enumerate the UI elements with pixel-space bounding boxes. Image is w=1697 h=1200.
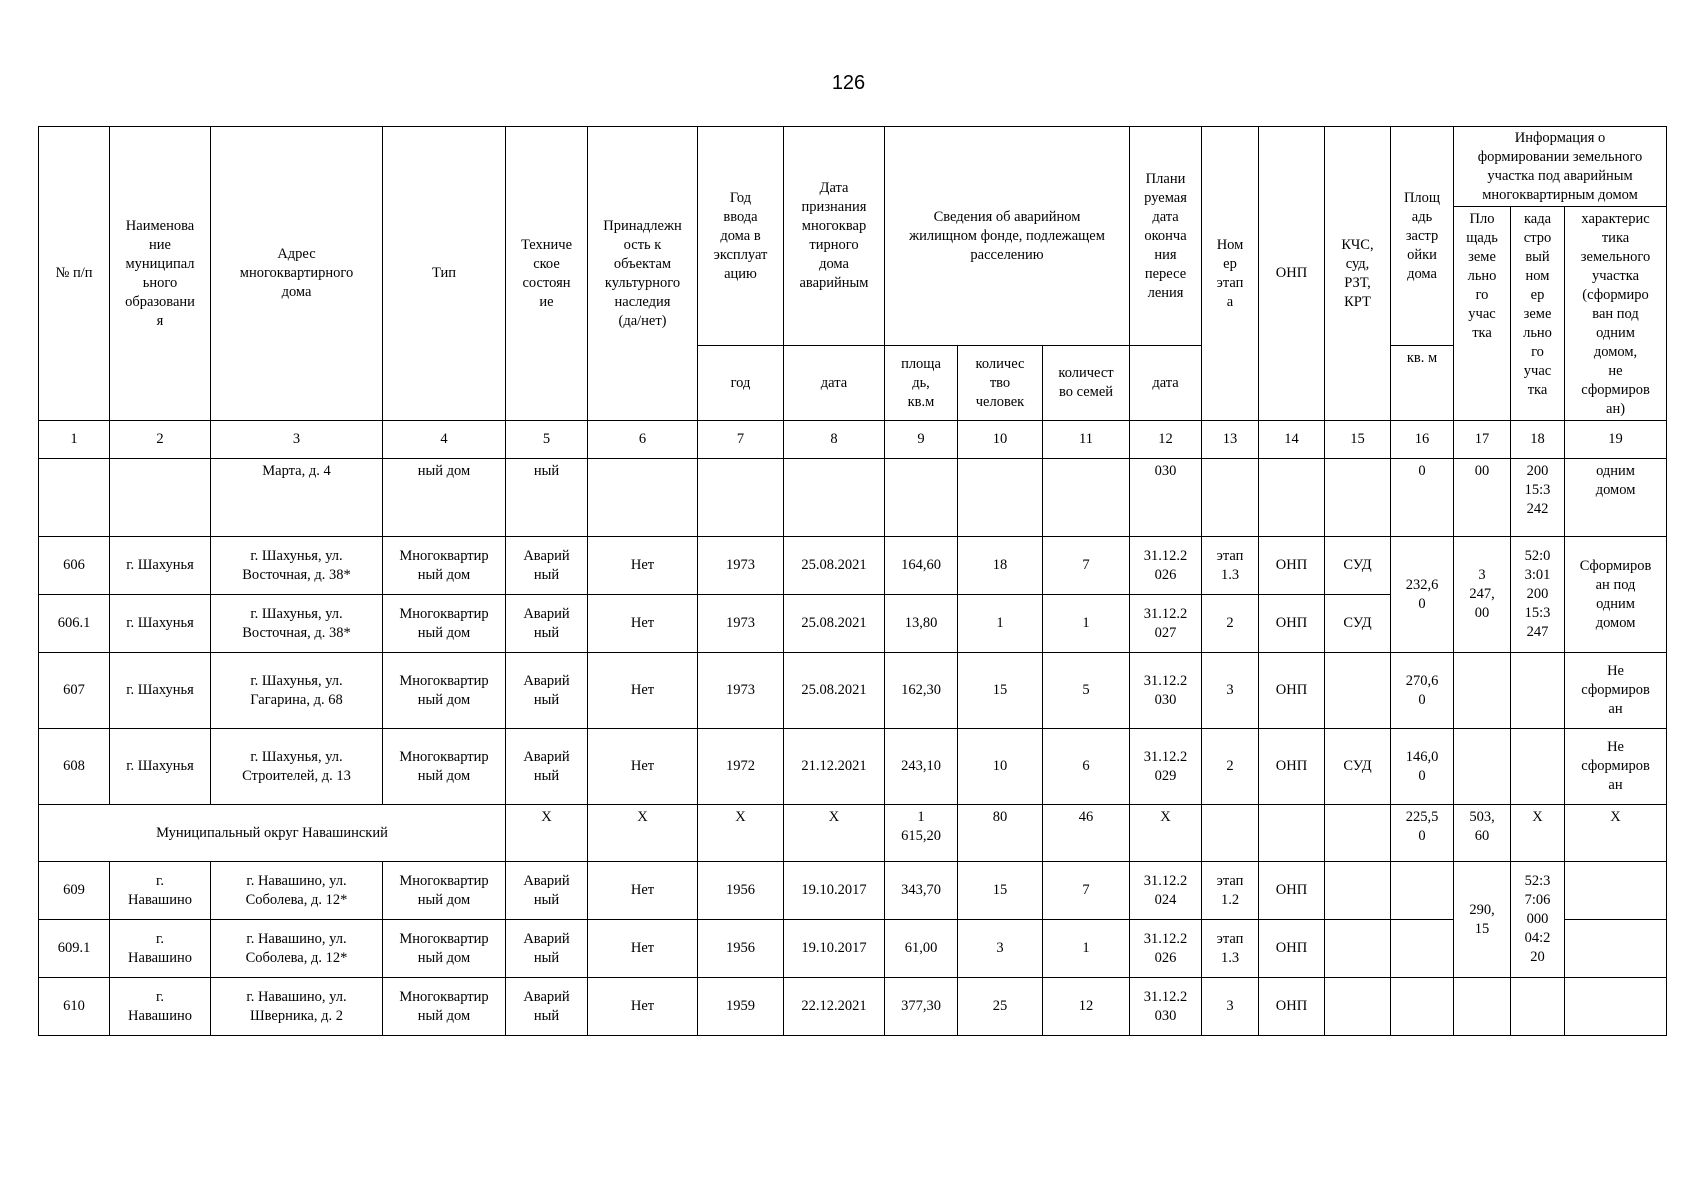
cell-cadastral: 200 15:3 242 (1511, 459, 1565, 537)
cell-cadastral: 52:0 3:01 200 15:3 247 (1511, 537, 1565, 653)
cell-kchs (1325, 920, 1391, 978)
cell-address: Марта, д. 4 (211, 459, 383, 537)
cell-empty (110, 459, 211, 537)
cell-building-area: 0 (1391, 459, 1454, 537)
cell-characteristic: Не сформиров ан (1565, 653, 1667, 729)
cell-empty (1259, 805, 1325, 862)
cell-municipality: г. Шахунья (110, 537, 211, 595)
cell-building-area (1391, 862, 1454, 920)
unit-people: количес тво человек (958, 346, 1043, 421)
cell-empty (958, 459, 1043, 537)
cell-year: 1973 (698, 595, 784, 653)
column-number: 3 (211, 421, 383, 459)
header-land-info: Информация о формировании земельного участка под аварийным многоквартирным домом (1454, 127, 1667, 207)
cell-state: Аварий ный (506, 729, 588, 805)
cell-date: 22.12.2021 (784, 978, 885, 1036)
cell-municipality: г. Навашино (110, 978, 211, 1036)
unit-date: дата (784, 346, 885, 421)
cell-state: Аварий ный (506, 920, 588, 978)
subtotal-end-date: X (1130, 805, 1202, 862)
unit-end-date: дата (1130, 346, 1202, 421)
subtotal-row (39, 805, 1667, 862)
page-number: 126 (831, 72, 866, 94)
cell-state: Аварий ный (506, 653, 588, 729)
cell-address: г. Навашино, ул. Соболева, д. 12* (211, 920, 383, 978)
column-number: 9 (885, 421, 958, 459)
cell-date: 19.10.2017 (784, 920, 885, 978)
cell-address: г. Шахунья, ул. Гагарина, д. 68 (211, 653, 383, 729)
cell-num: 606.1 (39, 595, 110, 653)
cell-area: 61,00 (885, 920, 958, 978)
header-type: Тип (383, 127, 506, 421)
cell-empty (698, 459, 784, 537)
column-number: 14 (1259, 421, 1325, 459)
cell-state: Аварий ный (506, 537, 588, 595)
subtotal-characteristic: X (1565, 805, 1667, 862)
cell-people: 18 (958, 537, 1043, 595)
cell-num: 609 (39, 862, 110, 920)
cell-year: 1972 (698, 729, 784, 805)
cell-heritage: Нет (588, 653, 698, 729)
cell-people: 25 (958, 978, 1043, 1036)
cell-building-area: 146,0 0 (1391, 729, 1454, 805)
cell-area: 162,30 (885, 653, 958, 729)
cell-building-area (1391, 978, 1454, 1036)
header-address: Адрес многоквартирного дома (211, 127, 383, 421)
cell-characteristic: Сформиров ан под одним домом (1565, 537, 1667, 653)
cell-families: 6 (1043, 729, 1130, 805)
cell-date: 25.08.2021 (784, 653, 885, 729)
cell-type: Многоквартир ный дом (383, 653, 506, 729)
header-cadastral: када стро вый ном ер земе льно го учас тка (1511, 207, 1565, 421)
cell-land-area: 290, 15 (1454, 862, 1511, 978)
header-building-area: Площ адь застр ойки дома (1391, 127, 1454, 346)
cell-num: 610 (39, 978, 110, 1036)
cell-state: Аварий ный (506, 595, 588, 653)
cell-empty (1325, 805, 1391, 862)
cell-type: Многоквартир ный дом (383, 978, 506, 1036)
cell-address: г. Шахунья, ул. Строителей, д. 13 (211, 729, 383, 805)
cell-municipality: г. Шахунья (110, 595, 211, 653)
cell-cadastral (1511, 653, 1565, 729)
cell-area: 13,80 (885, 595, 958, 653)
cell-cadastral: 52:3 7:06 000 04:2 20 (1511, 862, 1565, 978)
column-number: 5 (506, 421, 588, 459)
cell-cadastral (1511, 978, 1565, 1036)
subtotal-label: Муниципальный округ Навашинский (39, 805, 506, 862)
cell-kchs: СУД (1325, 595, 1391, 653)
header-land-area: Пло щадь земе льно го учас тка (1454, 207, 1511, 421)
cell-building-area: 232,6 0 (1391, 537, 1454, 653)
cell-heritage: Нет (588, 862, 698, 920)
cell-municipality: г. Навашино (110, 920, 211, 978)
cell-type: Многоквартир ный дом (383, 729, 506, 805)
table-row (39, 978, 1667, 1036)
table-row (39, 537, 1667, 595)
cell-empty (1202, 805, 1259, 862)
cell-building-area: 270,6 0 (1391, 653, 1454, 729)
subtotal-state: X (506, 805, 588, 862)
table-row (39, 653, 1667, 729)
unit-families: количест во семей (1043, 346, 1130, 421)
header-state: Техниче ское состоян ие (506, 127, 588, 421)
cell-families: 1 (1043, 920, 1130, 978)
cell-characteristic (1565, 978, 1667, 1036)
cell-people: 1 (958, 595, 1043, 653)
column-number: 18 (1511, 421, 1565, 459)
cell-kchs (1325, 978, 1391, 1036)
cell-onp: ОНП (1259, 653, 1325, 729)
cell-people: 15 (958, 653, 1043, 729)
header-heritage: Принадлежн ость к объектам культурного наследия (да/нет) (588, 127, 698, 421)
column-number: 7 (698, 421, 784, 459)
cell-end-date: 31.12.2 024 (1130, 862, 1202, 920)
cell-land-area: 3 247, 00 (1454, 537, 1511, 653)
cell-kchs: СУД (1325, 729, 1391, 805)
cell-families: 1 (1043, 595, 1130, 653)
cell-area: 164,60 (885, 537, 958, 595)
cell-type: Многоквартир ный дом (383, 537, 506, 595)
header-stage: Ном ер этап а (1202, 127, 1259, 421)
cell-people: 10 (958, 729, 1043, 805)
emergency-housing-table (38, 126, 1667, 1036)
subtotal-land-area: 503, 60 (1454, 805, 1511, 862)
subtotal-building-area: 225,5 0 (1391, 805, 1454, 862)
cell-date: 21.12.2021 (784, 729, 885, 805)
header-onp: ОНП (1259, 127, 1325, 421)
cell-heritage: Нет (588, 729, 698, 805)
cell-people: 15 (958, 862, 1043, 920)
column-number: 13 (1202, 421, 1259, 459)
subtotal-area: 1 615,20 (885, 805, 958, 862)
cell-num: 607 (39, 653, 110, 729)
column-numbers-row (39, 421, 1667, 459)
column-number: 15 (1325, 421, 1391, 459)
header-emergency-info: Сведения об аварийном жилищном фонде, подлежащем расселению (885, 127, 1130, 346)
cell-end-date: 31.12.2 030 (1130, 978, 1202, 1036)
cell-onp: ОНП (1259, 537, 1325, 595)
column-number: 2 (110, 421, 211, 459)
cell-num: 609.1 (39, 920, 110, 978)
subtotal-heritage: X (588, 805, 698, 862)
cell-end-date: 31.12.2 030 (1130, 653, 1202, 729)
cell-num: 608 (39, 729, 110, 805)
column-number: 6 (588, 421, 698, 459)
cell-end-date: 030 (1130, 459, 1202, 537)
cell-area: 343,70 (885, 862, 958, 920)
cell-cadastral (1511, 729, 1565, 805)
cell-empty (1043, 459, 1130, 537)
cell-address: г. Шахунья, ул. Восточная, д. 38* (211, 595, 383, 653)
header-recognition-date: Дата признания многоквар тирного дома аварийным (784, 127, 885, 346)
cell-families: 12 (1043, 978, 1130, 1036)
header-kchs: КЧС, суд, РЗТ, КРТ (1325, 127, 1391, 421)
cell-empty (39, 459, 110, 537)
cell-empty (1325, 459, 1391, 537)
cell-year: 1973 (698, 537, 784, 595)
cell-characteristic (1565, 862, 1667, 920)
header-num: № п/п (39, 127, 110, 421)
cell-state: Аварий ный (506, 978, 588, 1036)
cell-empty (588, 459, 698, 537)
cell-onp: ОНП (1259, 862, 1325, 920)
cell-year: 1959 (698, 978, 784, 1036)
cell-stage: этап 1.3 (1202, 920, 1259, 978)
cell-year: 1973 (698, 653, 784, 729)
cell-address: г. Шахунья, ул. Восточная, д. 38* (211, 537, 383, 595)
cell-characteristic (1565, 920, 1667, 978)
subtotal-cadastral: X (1511, 805, 1565, 862)
cell-stage: этап 1.3 (1202, 537, 1259, 595)
cell-date: 25.08.2021 (784, 537, 885, 595)
cell-empty (1202, 459, 1259, 537)
column-number: 16 (1391, 421, 1454, 459)
cell-onp: ОНП (1259, 595, 1325, 653)
subtotal-families: 46 (1043, 805, 1130, 862)
cell-date: 25.08.2021 (784, 595, 885, 653)
header-land-characteristic: характерис тика земельного участка (сформиро ван под одним домом, не сформиров ан) (1565, 207, 1667, 421)
cell-address: г. Навашино, ул. Соболева, д. 12* (211, 862, 383, 920)
subtotal-year: X (698, 805, 784, 862)
table-row (39, 729, 1667, 805)
cell-area: 243,10 (885, 729, 958, 805)
cell-state: Аварий ный (506, 862, 588, 920)
cell-address: г. Навашино, ул. Шверника, д. 2 (211, 978, 383, 1036)
cell-building-area (1391, 920, 1454, 978)
column-number: 10 (958, 421, 1043, 459)
cell-onp: ОНП (1259, 920, 1325, 978)
cell-type: ный дом (383, 459, 506, 537)
cell-end-date: 31.12.2 027 (1130, 595, 1202, 653)
subtotal-people: 80 (958, 805, 1043, 862)
table-row (39, 862, 1667, 920)
cell-municipality: г. Шахунья (110, 729, 211, 805)
cell-land-area (1454, 729, 1511, 805)
unit-building-area: кв. м (1391, 346, 1454, 421)
cell-families: 7 (1043, 537, 1130, 595)
header-municipality: Наименова ние муниципал ьного образовани я (110, 127, 211, 421)
cell-characteristic: Не сформиров ан (1565, 729, 1667, 805)
cell-date: 19.10.2017 (784, 862, 885, 920)
column-number: 1 (39, 421, 110, 459)
cell-heritage: Нет (588, 537, 698, 595)
cell-municipality: г. Навашино (110, 862, 211, 920)
cell-empty (784, 459, 885, 537)
cell-empty (1259, 459, 1325, 537)
cell-municipality: г. Шахунья (110, 653, 211, 729)
table-row (39, 920, 1667, 978)
column-number: 17 (1454, 421, 1511, 459)
cell-land-area (1454, 653, 1511, 729)
cell-end-date: 31.12.2 026 (1130, 920, 1202, 978)
cell-area: 377,30 (885, 978, 958, 1036)
cell-stage: 3 (1202, 653, 1259, 729)
cell-stage: 2 (1202, 595, 1259, 653)
header-row (39, 127, 1667, 207)
header-year: Год ввода дома в эксплуат ацию (698, 127, 784, 346)
cell-kchs: СУД (1325, 537, 1391, 595)
cell-state: ный (506, 459, 588, 537)
unit-area: площа дь, кв.м (885, 346, 958, 421)
column-number: 11 (1043, 421, 1130, 459)
cell-heritage: Нет (588, 978, 698, 1036)
column-number: 8 (784, 421, 885, 459)
cell-heritage: Нет (588, 920, 698, 978)
column-number: 4 (383, 421, 506, 459)
cell-kchs (1325, 653, 1391, 729)
cell-people: 3 (958, 920, 1043, 978)
table-row (39, 459, 1667, 537)
cell-onp: ОНП (1259, 729, 1325, 805)
cell-land-area (1454, 978, 1511, 1036)
cell-stage: 2 (1202, 729, 1259, 805)
cell-stage: этап 1.2 (1202, 862, 1259, 920)
subtotal-date: X (784, 805, 885, 862)
cell-year: 1956 (698, 920, 784, 978)
cell-land-area: 00 (1454, 459, 1511, 537)
column-number: 19 (1565, 421, 1667, 459)
unit-year: год (698, 346, 784, 421)
column-number: 12 (1130, 421, 1202, 459)
cell-num: 606 (39, 537, 110, 595)
cell-empty (885, 459, 958, 537)
cell-type: Многоквартир ный дом (383, 862, 506, 920)
cell-onp: ОНП (1259, 978, 1325, 1036)
cell-characteristic: одним домом (1565, 459, 1667, 537)
cell-year: 1956 (698, 862, 784, 920)
cell-end-date: 31.12.2 029 (1130, 729, 1202, 805)
cell-stage: 3 (1202, 978, 1259, 1036)
cell-type: Многоквартир ный дом (383, 920, 506, 978)
cell-kchs (1325, 862, 1391, 920)
cell-end-date: 31.12.2 026 (1130, 537, 1202, 595)
header-planned-date: Плани руемая дата оконча ния пересе ления (1130, 127, 1202, 346)
cell-heritage: Нет (588, 595, 698, 653)
cell-families: 7 (1043, 862, 1130, 920)
cell-type: Многоквартир ный дом (383, 595, 506, 653)
cell-families: 5 (1043, 653, 1130, 729)
